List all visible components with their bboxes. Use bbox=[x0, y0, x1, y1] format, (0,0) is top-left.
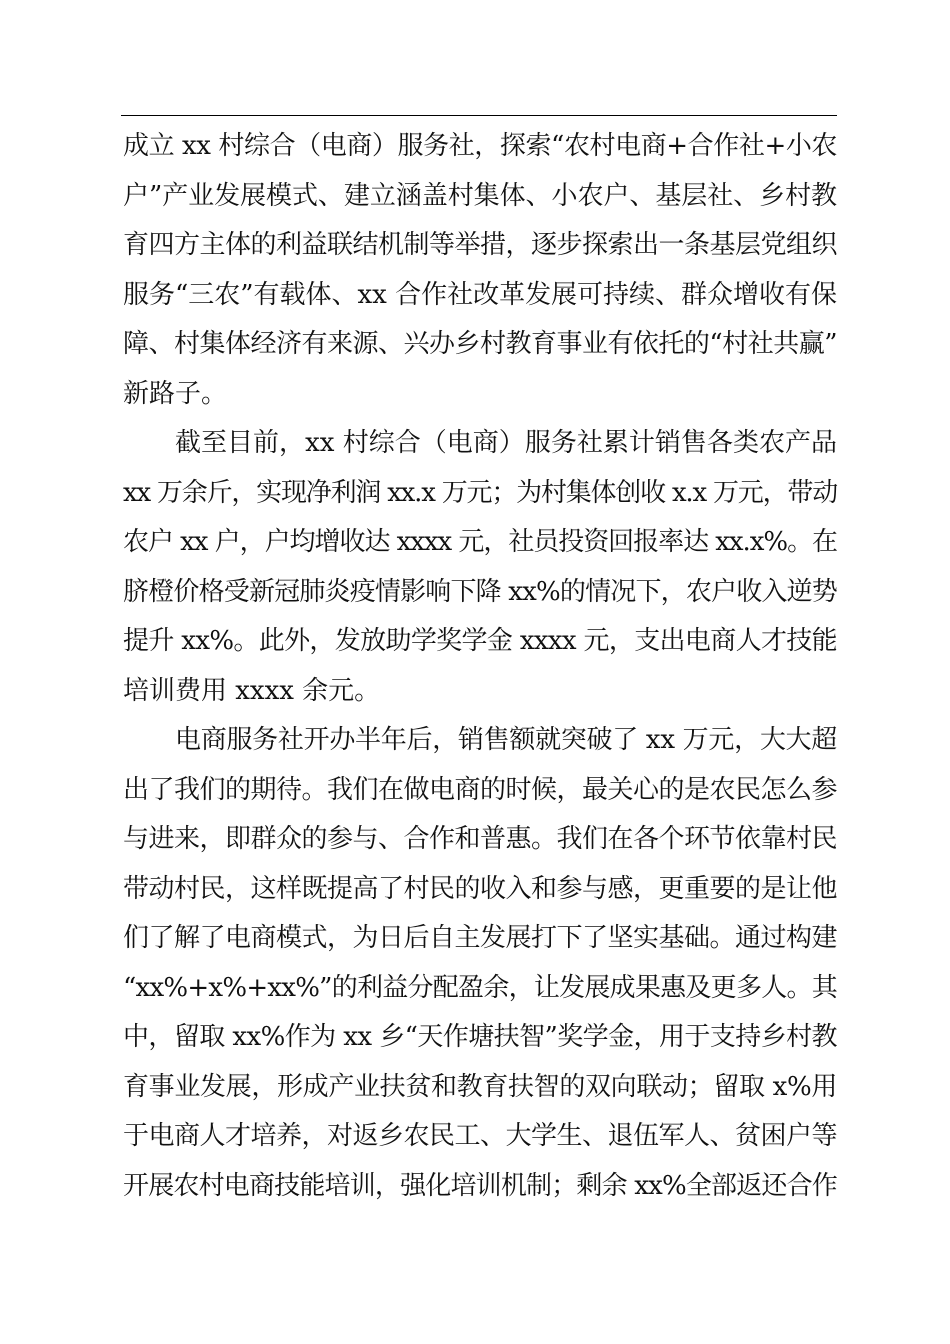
text-line bbox=[0, 814, 950, 864]
text-line bbox=[0, 121, 950, 171]
header-rule bbox=[121, 115, 837, 116]
text-line-content: 障、村集体经济有来源、兴办乡村教育事业有依托的“村社共赢” bbox=[123, 329, 837, 359]
text-line-content: 新路子。 bbox=[123, 378, 228, 409]
text-line bbox=[0, 715, 950, 765]
text-line bbox=[0, 369, 950, 419]
text-line bbox=[0, 270, 950, 320]
text-line bbox=[0, 1161, 950, 1211]
text-line-content: 农户 xx 户，户均增收达 xxxx 元，社员投资回报率达 xx.x%。在 bbox=[123, 527, 837, 557]
text-line bbox=[0, 616, 950, 666]
text-line bbox=[0, 319, 950, 369]
text-line bbox=[0, 468, 950, 518]
text-line bbox=[0, 1111, 950, 1161]
text-line-content: 育事业发展，形成产业扶贫和教育扶智的双向联动；留取 x%用 bbox=[123, 1071, 837, 1102]
text-line-content: 脐橙价格受新冠肺炎疫情影响下降 xx%的情况下，农户收入逆势 bbox=[123, 576, 837, 607]
text-line bbox=[0, 220, 950, 270]
text-line bbox=[0, 765, 950, 815]
text-line bbox=[0, 171, 950, 221]
text-line-content: “xx%+x%+xx%”的利益分配盈余，让发展成果惠及更多人。其 bbox=[123, 972, 837, 1003]
text-line-content: 提升 xx%。此外，发放助学奖学金 xxxx 元，支出电商人才技能 bbox=[123, 626, 837, 656]
text-line-content: 育四方主体的利益联结机制等举措，逐步探索出一条基层党组织 bbox=[123, 230, 837, 260]
text-line bbox=[0, 864, 950, 914]
text-line bbox=[0, 567, 950, 617]
text-line-content: 出了我们的期待。我们在做电商的时候，最关心的是农民怎么参 bbox=[123, 774, 837, 805]
text-line bbox=[0, 666, 950, 716]
text-line bbox=[0, 418, 950, 468]
text-line-content: 与进来，即群众的参与、合作和普惠。我们在各个环节依靠村民 bbox=[123, 824, 837, 854]
text-line-content: xx 万余斤，实现净利润 xx.x 万元；为村集体创收 x.x 万元，带动 bbox=[123, 477, 837, 508]
text-line-content: 户”产业发展模式、建立涵盖村集体、小农户、基层社、乡村教 bbox=[123, 180, 837, 211]
text-line-content: 电商服务社开办半年后，销售额就突破了 xx 万元，大大超 bbox=[175, 725, 837, 755]
text-line bbox=[0, 1062, 950, 1112]
text-line-content: 开展农村电商技能培训，强化培训机制；剩余 xx%全部返还合作 bbox=[123, 1170, 837, 1201]
text-line bbox=[0, 517, 950, 567]
text-line bbox=[0, 963, 950, 1013]
text-line-content: 服务“三农”有载体、xx 合作社改革发展可持续、群众增收有保 bbox=[123, 279, 837, 310]
text-line bbox=[0, 913, 950, 963]
text-line-content: 成立 xx 村综合（电商）服务社，探索“农村电商+合作社+小农 bbox=[123, 131, 837, 161]
text-line-content: 中，留取 xx%作为 xx 乡“天作塘扶智”奖学金，用于支持乡村教 bbox=[123, 1022, 837, 1052]
text-line-content: 培训费用 xxxx 余元。 bbox=[123, 675, 381, 706]
text-line bbox=[0, 1012, 950, 1062]
text-line-content: 于电商人才培养，对返乡农民工、大学生、退伍军人、贫困户等 bbox=[123, 1121, 837, 1151]
text-line-content: 截至目前，xx 村综合（电商）服务社累计销售各类农产品 bbox=[175, 428, 837, 458]
text-line-content: 带动村民，这样既提高了村民的收入和参与感，更重要的是让他 bbox=[123, 873, 837, 904]
text-line-content: 们了解了电商模式，为日后自主发展打下了坚实基础。通过构建 bbox=[123, 923, 837, 953]
